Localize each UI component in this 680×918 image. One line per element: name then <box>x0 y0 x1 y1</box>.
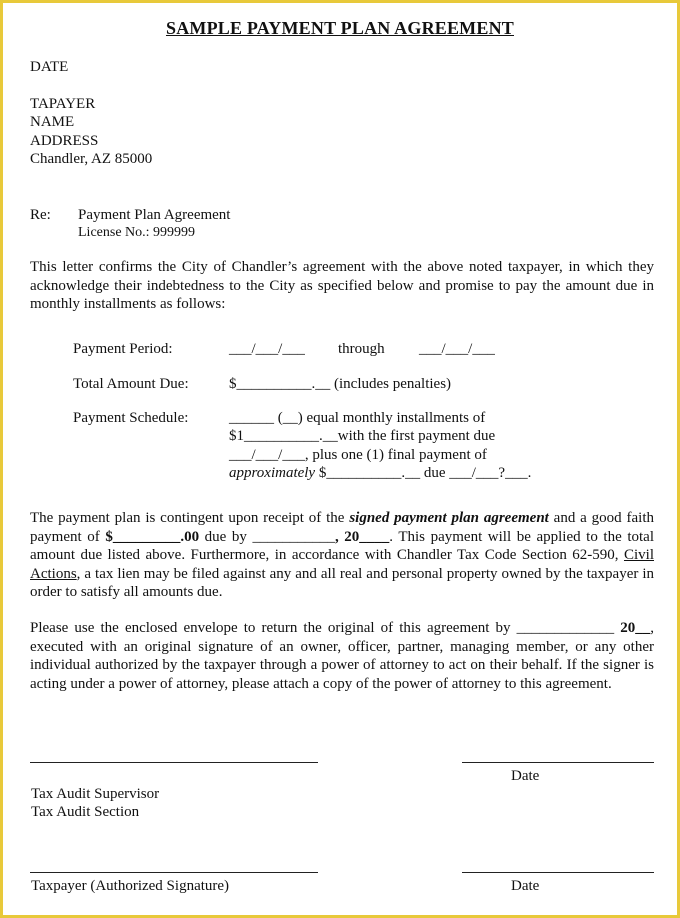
document-title: SAMPLE PAYMENT PLAN AGREEMENT <box>165 18 514 38</box>
total-amount-value: $__________.__ (includes penalties) <box>229 376 452 392</box>
schedule-approx-text: approximately <box>229 465 316 481</box>
date-label: DATE <box>30 59 69 75</box>
address-line-4: Chandler, AZ 85000 <box>30 151 153 167</box>
good-faith-due-date: ___________ <box>252 528 335 545</box>
re-subject: Payment Plan Agreement <box>78 207 231 223</box>
contingent-text-4: . This payment will be applied to the total amount due listed above. Furthermore, in accordance with Chandler Tax Code Section 62-590, <box>30 528 654 563</box>
schedule-line-4 <box>229 464 531 482</box>
address-line-3: ADDRESS <box>30 133 99 149</box>
payment-period-end: ___/___/___ <box>419 341 495 357</box>
supervisor-title: Tax Audit Supervisor <box>31 786 160 802</box>
re-label: Re: <box>30 207 51 223</box>
taxpayer-date-label: Date <box>511 878 540 894</box>
contingent-paragraph <box>30 509 654 602</box>
good-faith-amount: $_________.00 <box>105 528 200 545</box>
schedule-line-2: $1__________.__with the first payment due <box>229 428 496 444</box>
signed-agreement-emphasis: signed payment plan agreement <box>349 510 549 526</box>
good-faith-year: , 20____ <box>334 528 390 545</box>
contingent-text-2: and a good faith payment of <box>30 510 654 545</box>
supervisor-date-line <box>462 762 654 763</box>
payment-period-through: through <box>338 341 385 357</box>
address-line-1: TAPAYER <box>30 96 96 112</box>
payment-period-label: Payment Period: <box>73 341 173 357</box>
return-paragraph <box>30 619 654 693</box>
return-text-2: , executed with an original signature of an owner, officer, partner, managing member, or any other individual authorized by the taxpayer through a power of attorney to act on their behalf. If the signer is acting under a power of attorney, please attach a copy of the power of attorney to this agreement. <box>30 620 654 692</box>
total-amount-label: Total Amount Due: <box>73 376 189 392</box>
schedule-line-1: ______ (__) equal monthly installments of <box>229 410 486 426</box>
taxpayer-signature-label: Taxpayer (Authorized Signature) <box>31 878 230 894</box>
supervisor-date-label: Date <box>511 768 540 784</box>
return-text-1: Please use the enclosed envelope to return the original of this agreement by _____________ <box>30 620 621 636</box>
supervisor-signature-line <box>30 762 318 763</box>
license-number: License No.: 999999 <box>78 225 196 240</box>
contingent-text-3: due by <box>199 528 253 545</box>
return-year: 20__ <box>620 620 651 636</box>
taxpayer-signature-line <box>30 872 318 873</box>
intro-paragraph: This letter confirms the City of Chandler’s agreement with the above noted taxpayer, in which they acknowledge their indebtedness to the City as specified below and promise to pay the amount due in monthly installments as follows: <box>30 259 654 312</box>
schedule-line-3: ___/___/___, plus one (1) final payment of <box>229 447 487 463</box>
address-line-2: NAME <box>30 114 75 130</box>
civil-actions-reference: Civil Actions <box>30 547 654 582</box>
contingent-text-1: The payment plan is contingent upon receipt of the <box>30 510 350 526</box>
taxpayer-date-line <box>462 872 654 873</box>
payment-schedule-label: Payment Schedule: <box>73 410 189 426</box>
supervisor-section: Tax Audit Section <box>31 804 140 820</box>
schedule-final-text: $__________.__ due ___/___?___. <box>315 465 532 481</box>
contingent-text-5: , a tax lien may be filed against any and all real and personal property owned by the taxpayer in order to satisfy all amounts due. <box>30 565 654 600</box>
payment-period-start: ___/___/___ <box>229 341 305 357</box>
